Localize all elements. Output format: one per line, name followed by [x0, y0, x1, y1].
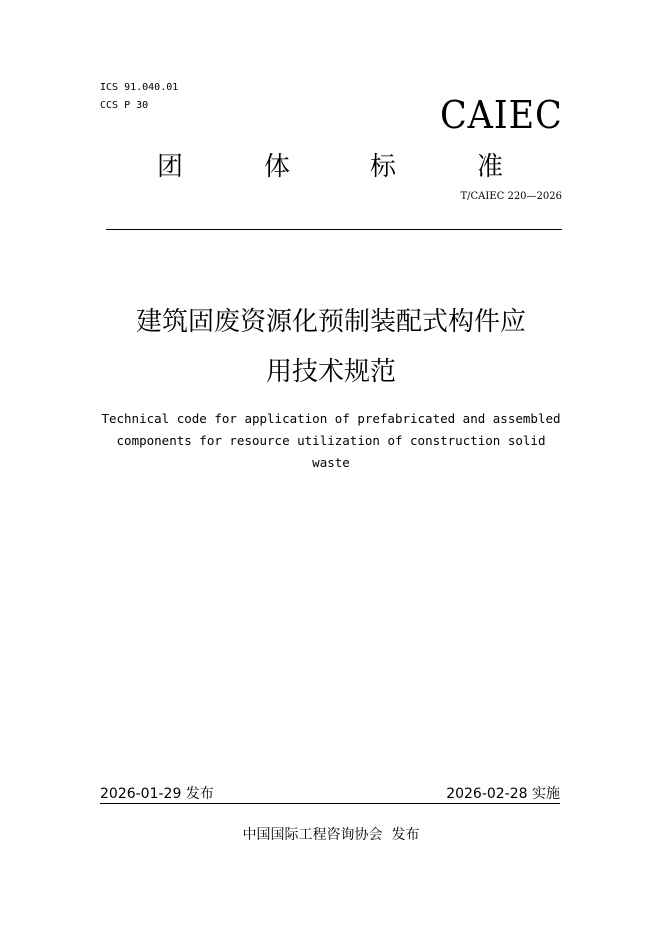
- standard-type-char-2: 体: [264, 152, 291, 182]
- footer-divider: [100, 803, 560, 804]
- standard-type-char-3: 标: [370, 152, 397, 182]
- ics-code: ICS 91.040.01: [100, 82, 179, 93]
- title-en-line-1: Technical code for application of prefabricated and assembled: [101, 411, 561, 426]
- standard-number: T/CAIEC 220—2026: [460, 191, 562, 202]
- title-en-line-3: waste: [312, 455, 350, 470]
- issue-date: 2026-01-29 发布: [100, 786, 214, 802]
- title-cn-line-1: 建筑固废资源化预制装配式构件应: [135, 307, 526, 337]
- ccs-code: CCS P 30: [100, 100, 149, 111]
- title-en: [60, 408, 602, 474]
- title-cn-line-2: 用技术规范: [265, 357, 396, 387]
- header-divider: [106, 229, 562, 230]
- implementation-date: 2026-02-28 实施: [446, 786, 560, 802]
- standard-type-char-1: 团: [157, 152, 184, 182]
- caiec-logo: CAIEC: [440, 93, 563, 137]
- standard-type-char-4: 准: [477, 152, 504, 182]
- publisher: 中国国际工程咨询协会 发布: [242, 827, 420, 843]
- title-en-line-2: components for resource utilization of construction solid: [116, 433, 546, 448]
